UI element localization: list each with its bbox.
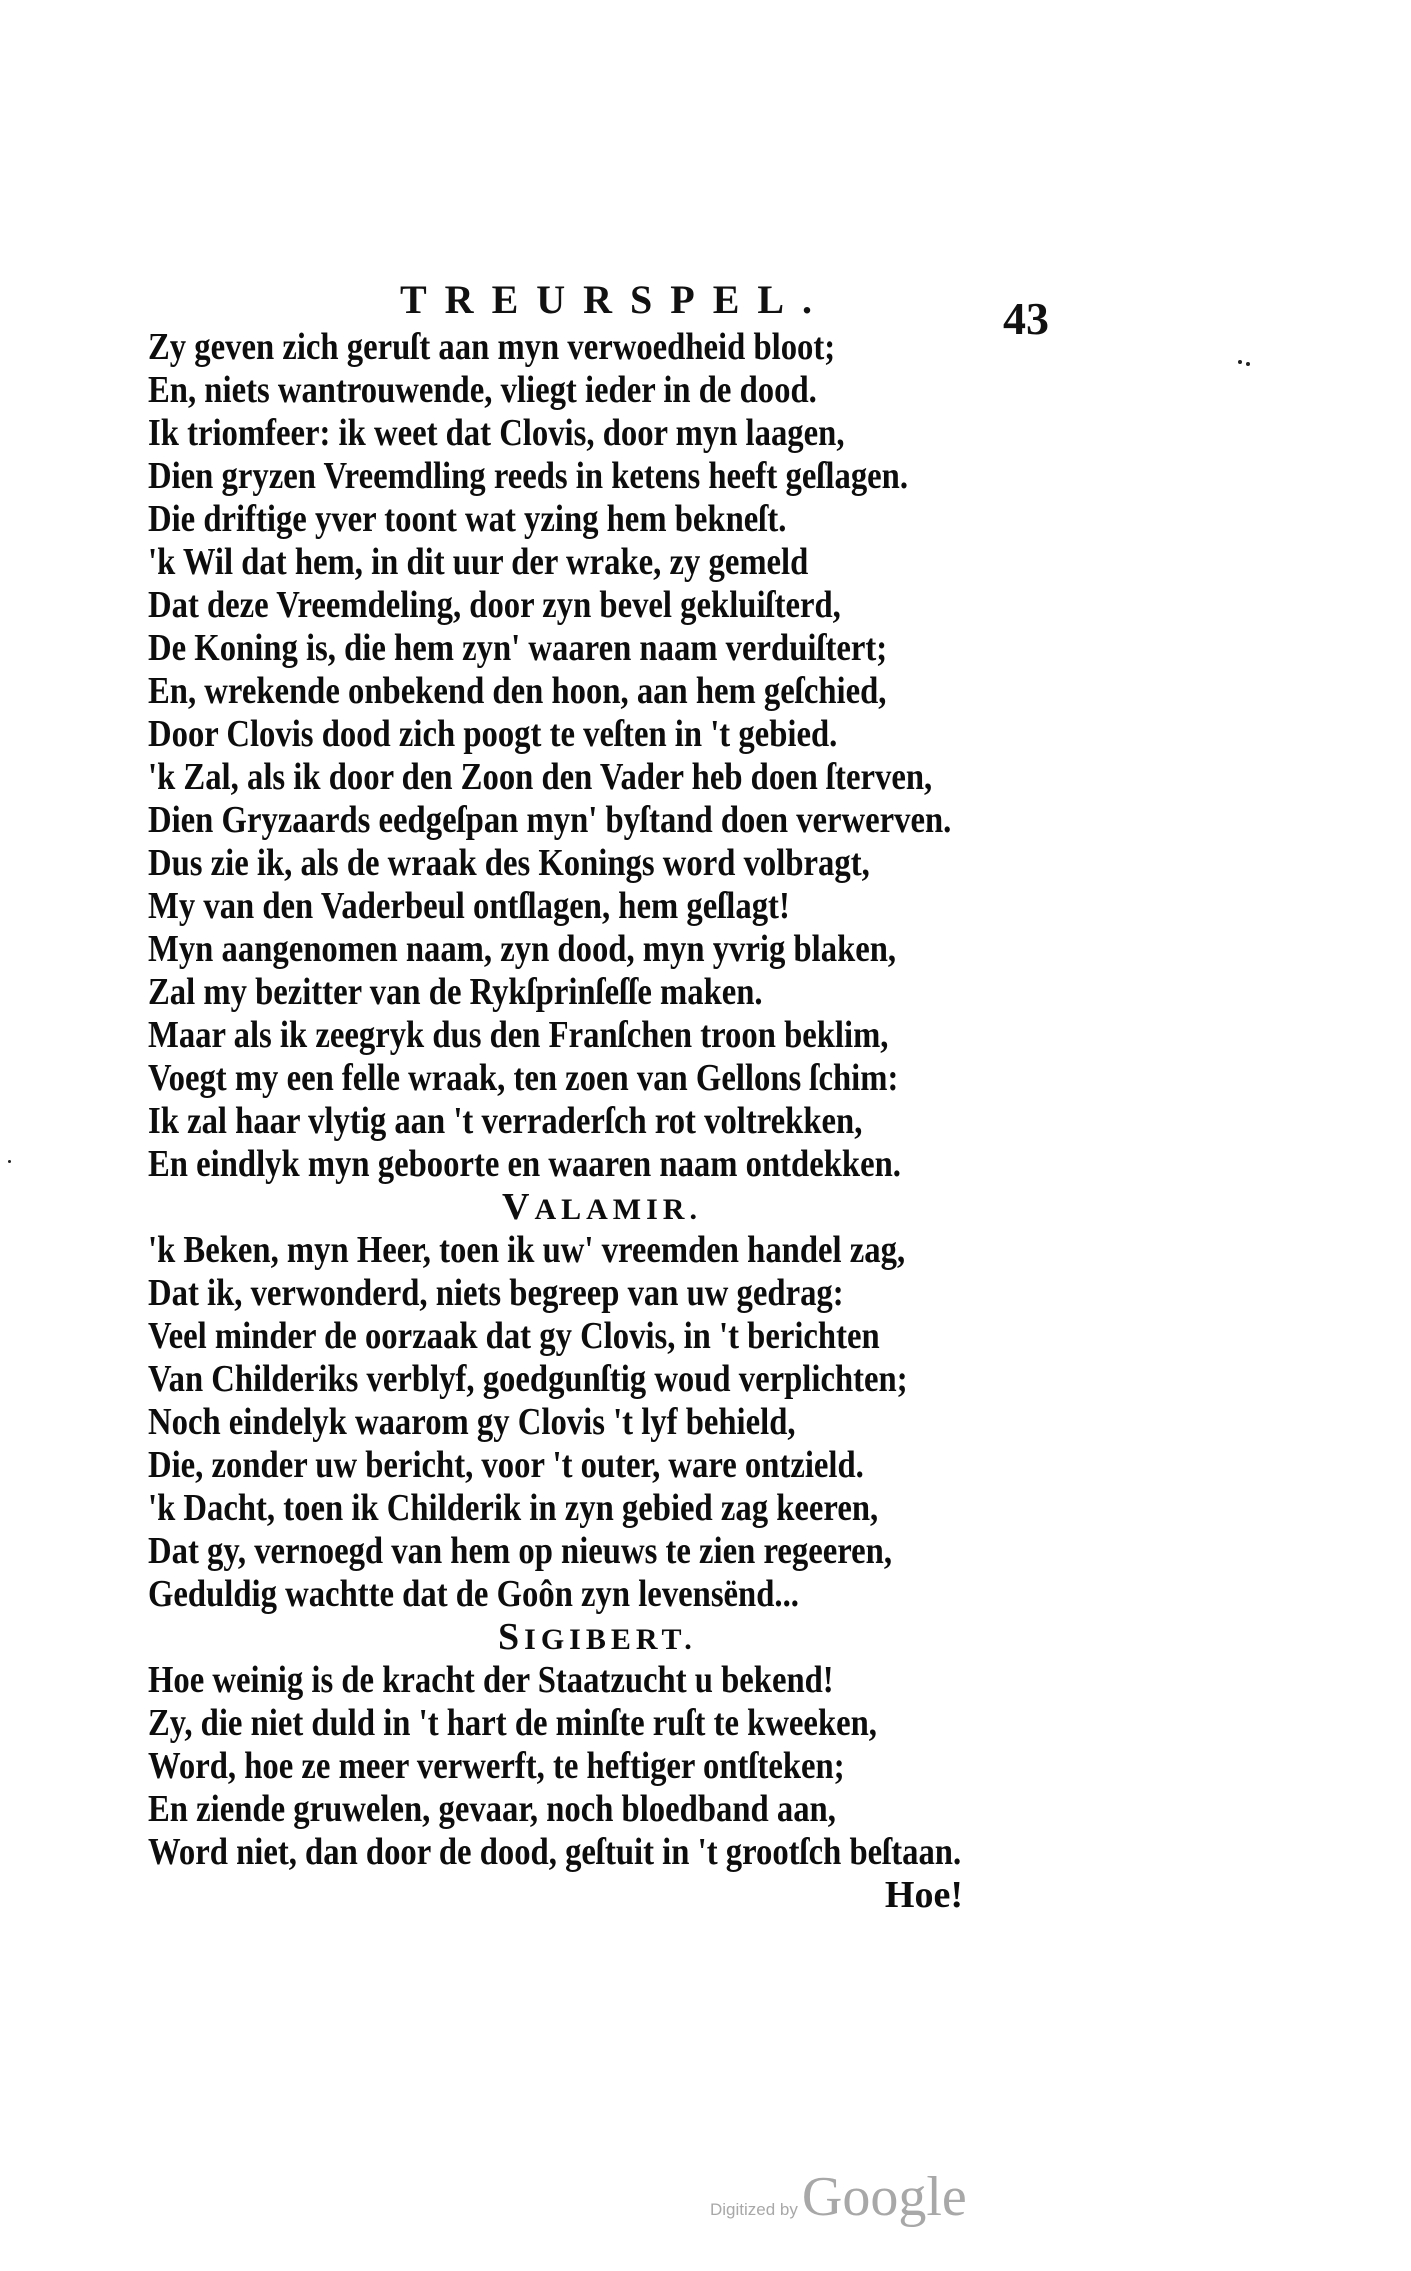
verse-line: En, wrekende onbekend den hoon, aan hem geſchied, (148, 670, 887, 712)
verse-line: Zal my bezitter van de Rykſprinſeſſe maken. (148, 971, 763, 1013)
digitized-by-google-watermark (710, 2165, 967, 2229)
verse-line: 'k Wil dat hem, in dit uur der wrake, zy gemeld (148, 541, 809, 583)
verse-line: Ik zal haar vlytig aan 't verraderſch rot voltrekken, (148, 1100, 863, 1142)
verse-line: Hoe weinig is de kracht der Staatzucht u bekend! (148, 1659, 834, 1701)
verse-line: Word, hoe ze meer verwerft, te heftiger ontſteken; (148, 1745, 845, 1787)
verse-text (148, 326, 1148, 1917)
verse-line: En eindlyk myn geboorte en waaren naam ontdekken. (148, 1143, 901, 1185)
verse-line: Myn aangenomen naam, zyn dood, myn yvrig blaken, (148, 928, 897, 970)
verse-line: En, niets wantrouwende, vliegt ieder in de dood. (148, 369, 817, 411)
verse-line: Dien gryzen Vreemdling reeds in ketens heeft geſlagen. (148, 455, 909, 497)
verse-line: Word niet, dan door de dood, geſtuit in 't grootſch beſtaan. (148, 1831, 962, 1873)
verse-line: Maar als ik zeegryk dus den Franſchen troon beklim, (148, 1014, 889, 1056)
verse-line: Zy geven zich geruſt aan myn verwoedheid bloot; (148, 326, 836, 368)
catchword: Hoe! (884, 1874, 963, 1916)
verse-line: Dien Gryzaards eedgeſpan myn' byſtand doen verwerven. (148, 799, 952, 841)
verse-line: 'k Zal, als ik door den Zoon den Vader heb doen ſterven, (148, 756, 933, 798)
watermark-prefix: Digitized by (710, 2200, 798, 2219)
verse-line: Door Clovis dood zich poogt te veſten in 't gebied. (148, 713, 838, 755)
verse-line: Die, zonder uw bericht, voor 't outer, ware ontzield. (148, 1444, 864, 1486)
verse-line: Dat gy, vernoegd van hem op nieuws te zien regeeren, (148, 1530, 893, 1572)
verse-line: My van den Vaderbeul ontſlagen, hem geſlagt! (148, 885, 790, 927)
verse-line: En ziende gruwelen, gevaar, noch bloedband aan, (148, 1788, 836, 1830)
verse-line: Noch eindelyk waarom gy Clovis 't lyf behield, (148, 1401, 796, 1443)
verse-line: 'k Dacht, toen ik Childerik in zyn gebied zag keeren, (148, 1487, 879, 1529)
page-number: 43 (1003, 293, 1049, 344)
verse-line: De Koning is, die hem zyn' waaren naam verduiſtert; (148, 627, 888, 669)
speaker-heading-valamir: VALAMIR. (502, 1186, 702, 1228)
verse-line: Zy, die niet duld in 't hart de minſte ruſt te kweeken, (148, 1702, 877, 1744)
print-speck (8, 1160, 11, 1163)
print-speck (1238, 360, 1242, 364)
running-head: TREURSPEL. (400, 277, 831, 322)
verse-line: Ik triomfeer: ik weet dat Clovis, door myn laagen, (148, 412, 845, 454)
verse-line: Van Childeriks verblyf, goedgunſtig woud verplichten; (148, 1358, 908, 1400)
verse-line: Dus zie ik, als de wraak des Konings word volbragt, (148, 842, 870, 884)
print-speck (1246, 362, 1250, 366)
verse-line: Voegt my een felle wraak, ten zoen van Gellons ſchim: (148, 1057, 899, 1099)
speaker-heading-sigibert: SIGIBERT. (498, 1616, 697, 1658)
verse-line: Die driftige yver toont wat yzing hem bekneſt. (148, 498, 787, 540)
google-logo-text: Google (801, 2166, 967, 2228)
verse-line: Geduldig wachtte dat de Goôn zyn levensënd... (148, 1573, 799, 1615)
verse-line: 'k Beken, myn Heer, toen ik uw' vreemden handel zag, (148, 1229, 906, 1271)
verse-line: Dat ik, verwonderd, niets begreep van uw gedrag: (148, 1272, 844, 1314)
verse-line: Veel minder de oorzaak dat gy Clovis, in 't berichten (148, 1315, 880, 1357)
verse-line: Dat deze Vreemdeling, door zyn bevel gekluiſterd, (148, 584, 841, 626)
